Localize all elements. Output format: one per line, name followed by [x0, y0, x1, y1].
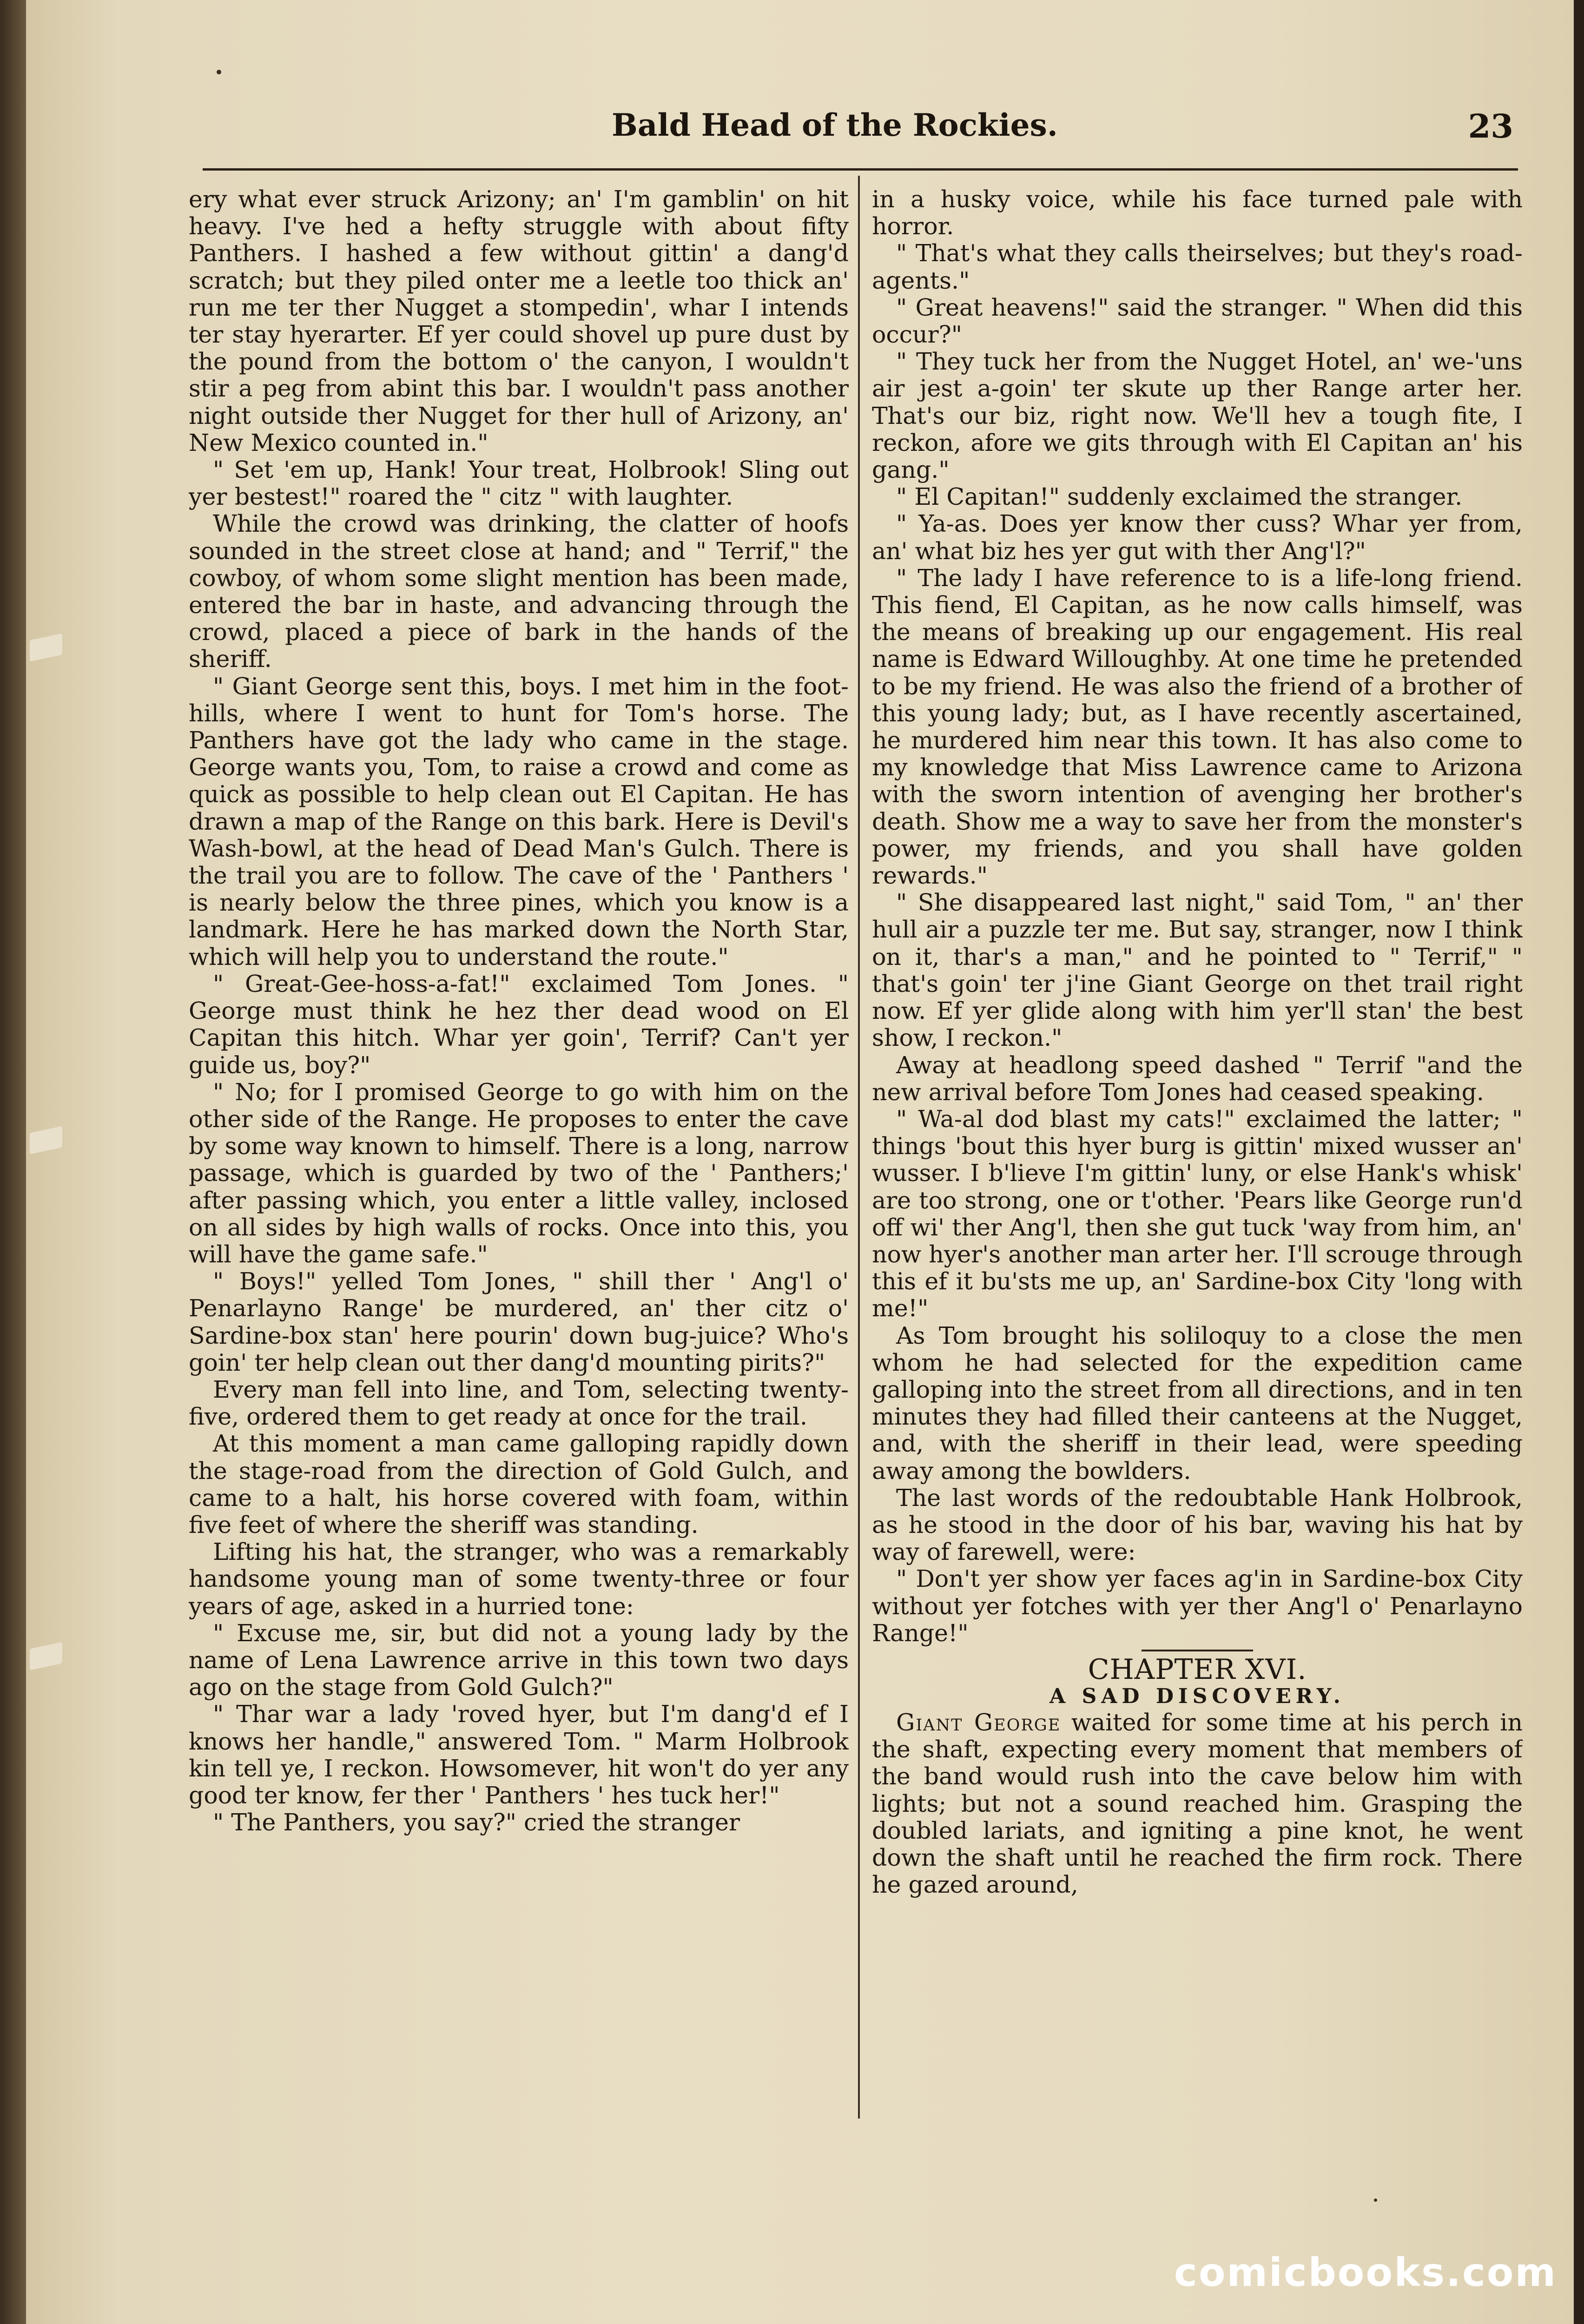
paragraph: " They tuck her from the Nugget Hotel, an' we-'uns air jest a-goin' ter skute up ther Range arter her. That's our biz, right now. We'll hev a tough fite, I reckon, afore we gits through with El Capitan an' his gang." — [872, 348, 1523, 484]
page-header — [612, 107, 1513, 158]
paragraph: " Set 'em up, Hank! Your treat, Holbrook! Sling out yer bestest!" roared the " citz " with laughter. — [189, 456, 849, 511]
paragraph: in a husky voice, while his face turned pale with horror. — [872, 186, 1523, 240]
chapter-rule — [1142, 1650, 1253, 1651]
book-page — [26, 0, 1574, 2324]
paragraph: Lifting his hat, the stranger, who was a remarkably handsome young man of some twenty-three or four years of age, asked in a hurried tone: — [189, 1538, 849, 1620]
chapter-lead-in: Giant George — [896, 1708, 1061, 1736]
header-rule — [203, 168, 1518, 171]
paragraph: " Wa-al dod blast my cats!" exclaimed the latter; " things 'bout this hyer burg is gittin' mixed wusser an' wusser. I b'lieve I'm gittin' luny, or else Hank's whisk' are too strong, one or t'other. 'Pears like George run'd off wi' ther Ang'l, then she gut tuck 'way from him, an' now hyer's another man arter her. I'll scrouge through this ef it bu'sts me up, an' Sardine-box City 'long with me!" — [872, 1105, 1523, 1322]
paragraph: " El Capitan!" suddenly exclaimed the stranger. — [896, 483, 1463, 511]
paragraph: " She disappeared last night," said Tom, " an' ther hull air a puzzle ter me. But say, stranger, now I think on it, thar's a man," and he pointed to " Terrif," " that's goin' ter j'ine Giant George on thet trail right now. Ef yer glide along with him yer'll stan' the best show, I reckon." — [872, 889, 1523, 1052]
paragraph: " That's what they calls theirselves; but they's road-agents." — [872, 239, 1523, 294]
paragraph: The last words of the redoubtable Hank Holbrook, as he stood in the door of his bar, waving his hat by way of farewell, were: — [872, 1484, 1523, 1566]
site-watermark: comicbooks.com — [1174, 2250, 1557, 2295]
paragraph: " No; for I promised George to go with him on the other side of the Range. He proposes to enter the cave by some way known to himself. There is a long, narrow passage, which is guarded by two of the ' Panthers;' after passing which, you enter a little valley, inclosed on all sides by high walls of rocks. Once into this, you will have the game safe." — [189, 1078, 849, 1268]
paragraph: " Giant George sent this, boys. I met him in the foot-hills, where I went to hunt for Tom's horse. The Panthers have got the lady who came in the stage. George wants you, Tom, to raise a crowd and come as quick as possible to help clean out El Capitan. He has drawn a map of the Range on this bark. Here is Devil's Wash-bowl, at the head of Dead Man's Gulch. There is the trail you are to follow. The cave of the ' Panthers ' is nearly below the three pines, which you know is a landmark. Here he has marked down the North Star, which will help you to understand the route." — [189, 672, 849, 971]
paragraph: " Ya-as. Does yer know ther cuss? Whar yer from, an' what biz hes yer gut with ther Ang'l?" — [872, 510, 1523, 565]
binding-stitch — [30, 634, 62, 662]
binding-stitch — [30, 1126, 62, 1155]
paragraph: " Great-Gee-hoss-a-fat!" exclaimed Tom Jones. " George must think he hez ther dead wood on El Capitan this hitch. Whar yer goin', Terrif? Can't yer guide us, boy?" — [189, 970, 849, 1079]
chapter-subtitle: A SAD DISCOVERY. — [1049, 1684, 1345, 1708]
right-column — [872, 186, 1523, 2129]
paragraph: Away at headlong speed dashed " Terrif "and the new arrival before Tom Jones had ceased speaking. — [872, 1051, 1523, 1106]
book-spine — [0, 0, 26, 2324]
chapter-heading: CHAPTER XVI. — [1088, 1653, 1307, 1686]
paragraph: Every man fell into line, and Tom, selecting twenty-five, ordered them to get ready at once for the trail. — [189, 1375, 849, 1431]
paragraph: " Thar war a lady 'roved hyer, but I'm dang'd ef I knows her handle," answered Tom. " Marm Holbrook kin tell ye, I reckon. Howsomever, hit won't do yer any good ter know, fer ther ' Panthers ' hes tuck her!" — [189, 1700, 849, 1809]
paragraph: " Boys!" yelled Tom Jones, " shill ther ' Ang'l o' Penarlayno Range' be murdered, an' ther citz o' Sardine-box stan' here pourin' down bug-juice? Who's goin' ter help clean out ther dang'd mounting pirits?" — [189, 1268, 849, 1376]
paragraph: " Great heavens!" said the stranger. " When did this occur?" — [872, 293, 1523, 349]
column-divider — [858, 176, 860, 2119]
paragraph: " Don't yer show yer faces ag'in in Sardine-box City without yer fotches with yer ther Ang'l o' Penarlayno Range!" — [872, 1565, 1523, 1647]
paragraph: " The lady I have reference to is a life-long friend. This fiend, El Capitan, as he now calls himself, was the means of breaking up our engagement. His real name is Edward Willoughby. At one time he pretended to be my friend. He was also the friend of a brother of this young lady; but, as I have recently ascertained, he murdered him near this town. It has also come to my knowledge that Miss Lawrence came to Arizona with the sworn intention of avenging her brother's death. Show me a way to save her from the monster's power, my friends, and you shall have golden rewards." — [872, 564, 1523, 890]
chapter-text: waited for some time at his perch in the shaft, expecting every moment that members of the band would rush into the cave below him with lights; but not a sound reached him. Grasping the doubled lariats, and igniting a pine knot, he went down the shaft until he reached the firm rock. There he gazed around, — [872, 1708, 1523, 1899]
binding-stitch — [30, 1642, 62, 1670]
paragraph: As Tom brought his soliloquy to a close the men whom he had selected for the expedition came galloping into the street from all directions, and in ten minutes they had filled their canteens at the Nugget, and, with the sheriff in their lead, were speeding away among the bowlders. — [872, 1321, 1523, 1485]
paragraph: " The Panthers, you say?" cried the stranger — [213, 1809, 740, 1836]
ink-speck — [1374, 2199, 1377, 2202]
chapter-opening-paragraph — [872, 1709, 1523, 1898]
paragraph: " Excuse me, sir, but did not a young lady by the name of Lena Lawrence arrive in this town two days ago on the stage from Gold Gulch?" — [189, 1619, 849, 1701]
left-column — [189, 186, 849, 2129]
running-title: Bald Head of the Rockies. — [612, 107, 1058, 143]
paragraph: At this moment a man came galloping rapidly down the stage-road from the direction of Gold Gulch, and came to a halt, his horse covered with foam, within five feet of where the sheriff was standing. — [189, 1430, 849, 1538]
paragraph: While the crowd was drinking, the clatter of hoofs sounded in the street close at hand; and " Terrif," the cowboy, of whom some slight mention has been made, entered the bar in haste, and advancing through the crowd, placed a piece of bark in the hands of the sheriff. — [189, 510, 849, 673]
paragraph: ery what ever struck Arizony; an' I'm gamblin' on hit heavy. I've hed a hefty struggle with about fifty Panthers. I hashed a few without gittin' a dang'd scratch; but they piled onter me a leetle too thick an' run me ter ther Nugget a stompedin', whar I intends ter stay hyerarter. Ef yer could shovel up pure dust by the pound from the bottom o' the canyon, I wouldn't stir a peg from abint this bar. I wouldn't pass another night outside ther Nugget for ther hull of Arizony, an' New Mexico counted in." — [189, 186, 849, 456]
page-number: 23 — [1468, 107, 1513, 145]
ink-speck — [217, 70, 221, 74]
